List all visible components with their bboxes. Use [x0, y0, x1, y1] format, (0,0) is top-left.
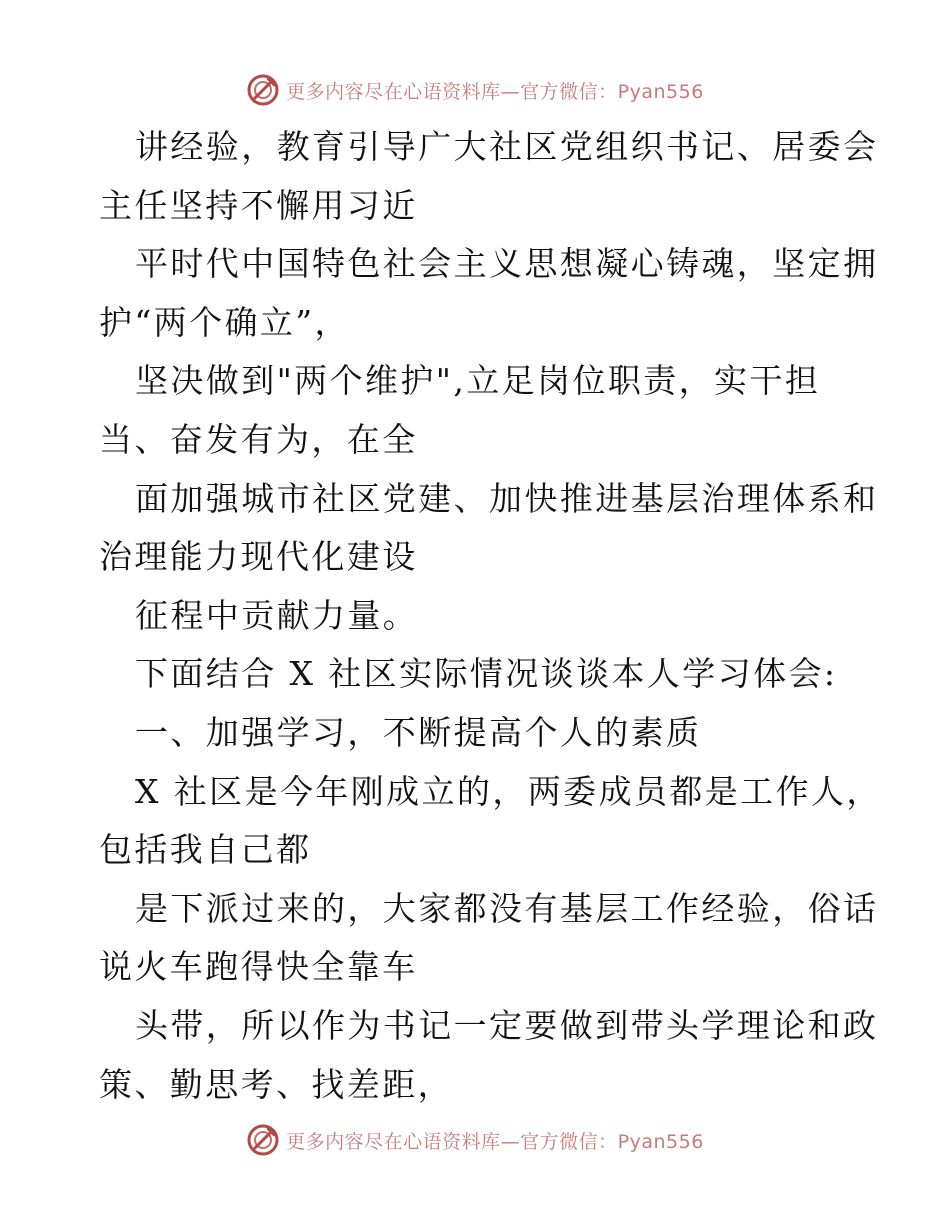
text-line: 说火车跑得快全靠车: [99, 947, 418, 987]
text-line: 坚决做到"两个维护",立足岗位职责，实干担: [135, 361, 821, 401]
footer-banner-text: 更多内容尽在心语资料库—官方微信：Pyan556: [286, 1130, 704, 1153]
footer-banner: [0, 1120, 950, 1160]
text-line: 护“两个确立”，: [99, 302, 350, 342]
text-line: 治理能力现代化建设: [99, 537, 418, 577]
document-body: [99, 118, 882, 1114]
text-line: 主任坚持不懈用习近: [99, 185, 418, 225]
text-line: 讲经验，教育引导广大社区党组织书记、居委会: [135, 127, 879, 166]
text-line: 平时代中国特色社会主义思想凝心铸魂，坚定拥: [135, 244, 879, 284]
red-seal-logo-icon: [246, 73, 280, 107]
text-line: 面加强城市社区党建、加快推进基层治理体系和: [135, 478, 879, 518]
section-heading: 一、加强学习，不断提高个人的素质: [135, 712, 702, 752]
text-line: 下面结合 X 社区实际情况谈谈本人学习体会:: [135, 654, 838, 694]
text-line: 包括我自己都: [99, 830, 312, 870]
header-banner: [0, 70, 950, 110]
text-line: 是下派过来的，大家都没有基层工作经验，俗话: [135, 888, 879, 928]
text-line: 头带，所以作为书记一定要做到带头学理论和政: [135, 1005, 879, 1045]
text-line: 征程中贡献力量。: [135, 595, 419, 635]
header-banner-text: 更多内容尽在心语资料库—官方微信：Pyan556: [286, 80, 704, 103]
text-line: 当、奋发有为，在全: [99, 419, 418, 459]
text-line: X 社区是今年刚成立的，两委成员都是工作人，: [135, 771, 882, 811]
red-seal-logo-icon: [246, 1123, 280, 1157]
text-line: 策、勤思考、找差距，: [99, 1064, 453, 1104]
